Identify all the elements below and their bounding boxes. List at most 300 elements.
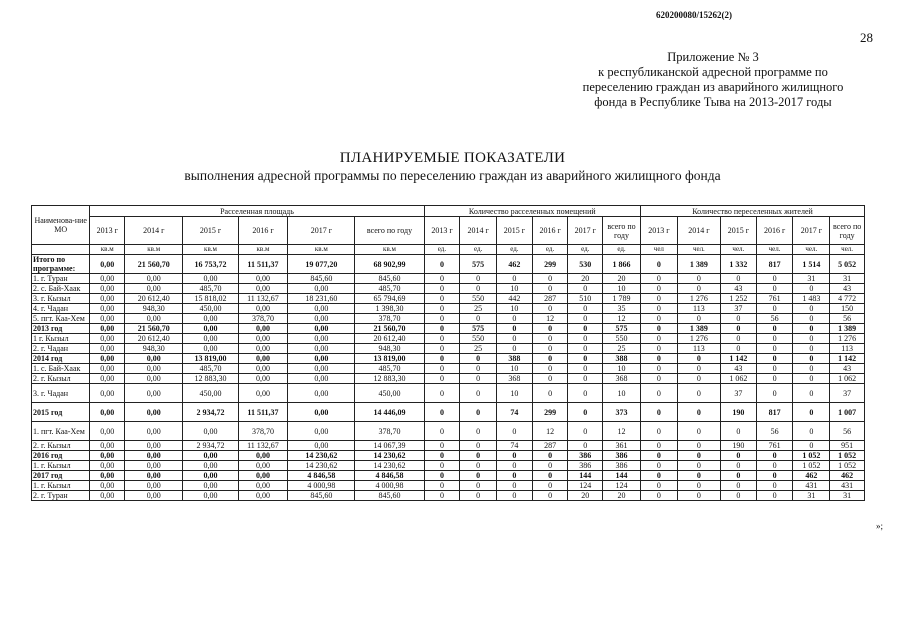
cell-c-2: 0 — [721, 324, 757, 334]
cell-b-4: 0 — [568, 284, 603, 294]
table-row — [32, 304, 865, 314]
cell-a-1: 0,00 — [125, 403, 183, 422]
cell-c-0: 0 — [640, 384, 677, 403]
cell-c-1: 0 — [677, 422, 720, 441]
cell-c-4: 0 — [793, 403, 830, 422]
row-name: 2. г. Кызыл — [32, 441, 90, 451]
cell-a-1: 948,30 — [125, 304, 183, 314]
cell-a-2: 0,00 — [183, 451, 238, 461]
cell-c-3: 0 — [756, 471, 793, 481]
cell-b-2: 462 — [497, 255, 533, 274]
cell-c-3: 761 — [756, 294, 793, 304]
cell-a-3: 378,70 — [238, 422, 288, 441]
cell-b-0: 0 — [424, 422, 460, 441]
cell-c-3: 0 — [756, 384, 793, 403]
cell-b-3: 287 — [532, 294, 568, 304]
cell-b-1: 0 — [460, 354, 497, 364]
cell-b-3: 0 — [532, 364, 568, 374]
cell-a-3: 0,00 — [238, 274, 288, 284]
cell-b-4: 0 — [568, 364, 603, 374]
cell-c-2: 0 — [721, 334, 757, 344]
cell-b-5: 1 789 — [603, 294, 641, 304]
row-name: 5. пгт. Каа-Хем — [32, 314, 90, 324]
cell-c-4: 1 052 — [793, 461, 830, 471]
row-name: 3. г. Чадан — [32, 384, 90, 403]
row-name: 2. с. Бай-Хаак — [32, 284, 90, 294]
year-header-b-0: 2013 г — [424, 217, 460, 245]
cell-c-1: 113 — [677, 344, 720, 354]
units-cell: кв.м — [125, 245, 183, 255]
cell-c-0: 0 — [640, 461, 677, 471]
units-cell: ед. — [424, 245, 460, 255]
cell-c-5: 1 052 — [830, 461, 865, 471]
cell-c-5: 1 276 — [830, 334, 865, 344]
cell-c-4: 0 — [793, 334, 830, 344]
cell-b-0: 0 — [424, 255, 460, 274]
cell-a-3: 11 511,37 — [238, 403, 288, 422]
row-name: 2. г. Туран — [32, 491, 90, 501]
cell-c-0: 0 — [640, 364, 677, 374]
cell-b-0: 0 — [424, 344, 460, 354]
cell-b-3: 299 — [532, 255, 568, 274]
cell-b-1: 0 — [460, 403, 497, 422]
units-cell: ед. — [532, 245, 568, 255]
cell-b-1: 0 — [460, 284, 497, 294]
cell-a-5: 4 846,58 — [355, 471, 424, 481]
cell-c-2: 1 252 — [721, 294, 757, 304]
cell-c-3: 0 — [756, 491, 793, 501]
year-header-a-4: 2017 г — [288, 217, 355, 245]
cell-c-3: 817 — [756, 403, 793, 422]
cell-a-1: 0,00 — [125, 284, 183, 294]
cell-a-2: 0,00 — [183, 461, 238, 471]
cell-c-1: 0 — [677, 403, 720, 422]
cell-a-3: 0,00 — [238, 491, 288, 501]
cell-b-5: 10 — [603, 384, 641, 403]
cell-a-5: 14 230,62 — [355, 461, 424, 471]
cell-a-2: 0,00 — [183, 491, 238, 501]
cell-b-5: 124 — [603, 481, 641, 491]
cell-a-0: 0,00 — [90, 403, 125, 422]
units-cell: кв.м — [183, 245, 238, 255]
row-name: 2015 год — [32, 403, 90, 422]
cell-b-3: 0 — [532, 461, 568, 471]
cell-b-5: 12 — [603, 314, 641, 324]
cell-b-3: 0 — [532, 481, 568, 491]
cell-a-0: 0,00 — [90, 334, 125, 344]
cell-a-1: 0,00 — [125, 274, 183, 284]
units-cell: чел. — [793, 245, 830, 255]
cell-a-4: 0,00 — [288, 384, 355, 403]
year-header-a-0: 2013 г — [90, 217, 125, 245]
cell-b-5: 144 — [603, 471, 641, 481]
cell-b-4: 0 — [568, 384, 603, 403]
cell-b-0: 0 — [424, 461, 460, 471]
cell-a-5: 378,70 — [355, 314, 424, 324]
cell-c-0: 0 — [640, 284, 677, 294]
cell-b-2: 74 — [497, 403, 533, 422]
appendix-line-4: фонда в Республике Тыва на 2013-2017 годы — [594, 95, 832, 109]
group-header-area: Расселенная площадь — [90, 206, 424, 217]
row-name: 1. г. Туран — [32, 274, 90, 284]
table-row — [32, 324, 865, 334]
cell-c-3: 0 — [756, 274, 793, 284]
row-name: 2013 год — [32, 324, 90, 334]
table-row — [32, 441, 865, 451]
cell-c-1: 1 276 — [677, 294, 720, 304]
cell-a-0: 0,00 — [90, 441, 125, 451]
cell-a-0: 0,00 — [90, 314, 125, 324]
cell-b-5: 20 — [603, 491, 641, 501]
cell-a-1: 0,00 — [125, 384, 183, 403]
cell-b-1: 0 — [460, 471, 497, 481]
cell-a-0: 0,00 — [90, 471, 125, 481]
cell-c-5: 31 — [830, 274, 865, 284]
cell-c-1: 0 — [677, 451, 720, 461]
cell-a-3: 0,00 — [238, 481, 288, 491]
cell-a-4: 14 230,62 — [288, 461, 355, 471]
cell-b-1: 0 — [460, 374, 497, 384]
cell-a-3: 11 511,37 — [238, 255, 288, 274]
appendix-line-1: Приложение № 3 — [667, 50, 759, 64]
table-row — [32, 255, 865, 274]
cell-c-0: 0 — [640, 255, 677, 274]
cell-c-2: 0 — [721, 344, 757, 354]
table-row — [32, 481, 865, 491]
cell-c-3: 0 — [756, 461, 793, 471]
table-row — [32, 384, 865, 403]
cell-a-0: 0,00 — [90, 344, 125, 354]
cell-a-5: 948,30 — [355, 344, 424, 354]
row-name: 2. г. Чадан — [32, 344, 90, 354]
cell-c-4: 0 — [793, 441, 830, 451]
page-title: ПЛАНИРУЕМЫЕ ПОКАЗАТЕЛИ — [339, 150, 566, 166]
cell-b-2: 74 — [497, 441, 533, 451]
cell-c-1: 0 — [677, 274, 720, 284]
cell-a-4: 0,00 — [288, 364, 355, 374]
appendix-line-2: к республиканской адресной программе по — [598, 65, 828, 79]
units-cell: чел. — [756, 245, 793, 255]
cell-a-4: 0,00 — [288, 403, 355, 422]
cell-c-1: 0 — [677, 374, 720, 384]
cell-c-2: 37 — [721, 304, 757, 314]
cell-b-0: 0 — [424, 354, 460, 364]
cell-a-2: 2 934,72 — [183, 441, 238, 451]
cell-a-1: 0,00 — [125, 471, 183, 481]
cell-a-1: 0,00 — [125, 461, 183, 471]
cell-b-0: 0 — [424, 374, 460, 384]
cell-c-0: 0 — [640, 471, 677, 481]
cell-a-3: 0,00 — [238, 384, 288, 403]
cell-a-5: 12 883,30 — [355, 374, 424, 384]
cell-a-3: 0,00 — [238, 324, 288, 334]
cell-c-3: 0 — [756, 364, 793, 374]
cell-c-3: 0 — [756, 324, 793, 334]
cell-c-2: 0 — [721, 481, 757, 491]
row-name: 1. с. Бай-Хаак — [32, 364, 90, 374]
appendix-line-3: переселению граждан из аварийного жилищного — [582, 80, 844, 94]
cell-a-3: 0,00 — [238, 374, 288, 384]
cell-c-4: 0 — [793, 374, 830, 384]
cell-a-5: 68 902,99 — [355, 255, 424, 274]
cell-c-5: 56 — [830, 422, 865, 441]
cell-a-4: 845,60 — [288, 491, 355, 501]
year-header-b-2: 2015 г — [497, 217, 533, 245]
cell-b-3: 0 — [532, 491, 568, 501]
cell-c-0: 0 — [640, 441, 677, 451]
table-row — [32, 284, 865, 294]
cell-b-4: 20 — [568, 491, 603, 501]
cell-a-3: 0,00 — [238, 461, 288, 471]
cell-a-2: 0,00 — [183, 324, 238, 334]
units-cell-empty — [32, 245, 90, 255]
cell-b-2: 10 — [497, 304, 533, 314]
year-header-c-2: 2015 г — [721, 217, 757, 245]
cell-b-2: 0 — [497, 314, 533, 324]
cell-a-4: 19 077,20 — [288, 255, 355, 274]
cell-b-4: 0 — [568, 304, 603, 314]
row-name: 4. г. Чадан — [32, 304, 90, 314]
cell-a-1: 0,00 — [125, 441, 183, 451]
cell-b-5: 386 — [603, 451, 641, 461]
cell-c-2: 37 — [721, 384, 757, 403]
cell-a-1: 20 612,40 — [125, 334, 183, 344]
row-name: 1 г. Кызыл — [32, 334, 90, 344]
cell-a-1: 0,00 — [125, 491, 183, 501]
cell-c-4: 0 — [793, 354, 830, 364]
cell-a-2: 450,00 — [183, 304, 238, 314]
table-row — [32, 451, 865, 461]
cell-c-1: 0 — [677, 461, 720, 471]
cell-c-2: 0 — [721, 471, 757, 481]
cell-c-5: 1 007 — [830, 403, 865, 422]
cell-b-2: 0 — [497, 481, 533, 491]
table-row — [32, 491, 865, 501]
cell-c-0: 0 — [640, 481, 677, 491]
units-cell: ед. — [603, 245, 641, 255]
cell-c-5: 37 — [830, 384, 865, 403]
cell-a-0: 0,00 — [90, 255, 125, 274]
cell-c-5: 462 — [830, 471, 865, 481]
cell-b-2: 0 — [497, 344, 533, 354]
cell-c-2: 43 — [721, 364, 757, 374]
cell-a-5: 485,70 — [355, 284, 424, 294]
cell-a-3: 0,00 — [238, 354, 288, 364]
cell-c-3: 56 — [756, 422, 793, 441]
cell-b-0: 0 — [424, 491, 460, 501]
units-cell: кв.м — [238, 245, 288, 255]
cell-b-2: 10 — [497, 384, 533, 403]
units-cell: ед. — [497, 245, 533, 255]
cell-a-5: 14 230,62 — [355, 451, 424, 461]
table-row — [32, 471, 865, 481]
cell-a-3: 378,70 — [238, 314, 288, 324]
cell-c-0: 0 — [640, 304, 677, 314]
cell-b-5: 20 — [603, 274, 641, 284]
cell-a-1: 0,00 — [125, 314, 183, 324]
cell-a-0: 0,00 — [90, 374, 125, 384]
year-header-b-3: 2016 г — [532, 217, 568, 245]
row-name: 1. г. Кызыл — [32, 461, 90, 471]
cell-c-3: 56 — [756, 314, 793, 324]
cell-c-1: 0 — [677, 384, 720, 403]
cell-c-3: 0 — [756, 354, 793, 364]
cell-b-2: 10 — [497, 284, 533, 294]
year-header-b-1: 2014 г — [460, 217, 497, 245]
cell-a-0: 0,00 — [90, 364, 125, 374]
cell-a-3: 11 132,67 — [238, 294, 288, 304]
units-cell: чел. — [677, 245, 720, 255]
cell-a-0: 0,00 — [90, 274, 125, 284]
row-name: 3. г. Кызыл — [32, 294, 90, 304]
cell-b-2: 368 — [497, 374, 533, 384]
cell-a-5: 20 612,40 — [355, 334, 424, 344]
cell-a-2: 0,00 — [183, 344, 238, 354]
row-name: 2017 год — [32, 471, 90, 481]
cell-a-1: 948,30 — [125, 344, 183, 354]
cell-b-1: 575 — [460, 255, 497, 274]
cell-b-4: 0 — [568, 374, 603, 384]
cell-b-3: 0 — [532, 304, 568, 314]
cell-c-2: 190 — [721, 441, 757, 451]
cell-a-4: 0,00 — [288, 441, 355, 451]
cell-c-3: 761 — [756, 441, 793, 451]
cell-a-5: 1 398,30 — [355, 304, 424, 314]
cell-b-3: 0 — [532, 354, 568, 364]
group-header-premises: Количество расселенных помещений — [424, 206, 640, 217]
cell-c-4: 0 — [793, 284, 830, 294]
cell-a-0: 0,00 — [90, 491, 125, 501]
year-header-a-3: 2016 г — [238, 217, 288, 245]
cell-a-2: 450,00 — [183, 384, 238, 403]
cell-b-3: 0 — [532, 284, 568, 294]
cell-b-5: 368 — [603, 374, 641, 384]
cell-c-0: 0 — [640, 324, 677, 334]
cell-c-5: 31 — [830, 491, 865, 501]
cell-a-4: 0,00 — [288, 354, 355, 364]
cell-c-1: 1 389 — [677, 324, 720, 334]
cell-b-3: 0 — [532, 334, 568, 344]
total-header-a: всего по году — [355, 217, 424, 245]
cell-a-2: 12 883,30 — [183, 374, 238, 384]
cell-a-4: 0,00 — [288, 374, 355, 384]
cell-a-2: 0,00 — [183, 471, 238, 481]
table-row — [32, 294, 865, 304]
cell-b-0: 0 — [424, 471, 460, 481]
cell-c-5: 56 — [830, 314, 865, 324]
cell-a-4: 14 230,62 — [288, 451, 355, 461]
cell-b-0: 0 — [424, 314, 460, 324]
cell-c-2: 0 — [721, 451, 757, 461]
cell-a-5: 378,70 — [355, 422, 424, 441]
cell-a-5: 14 446,09 — [355, 403, 424, 422]
cell-b-1: 550 — [460, 294, 497, 304]
cell-c-3: 0 — [756, 451, 793, 461]
cell-b-5: 386 — [603, 461, 641, 471]
cell-a-0: 0,00 — [90, 481, 125, 491]
cell-a-5: 13 819,00 — [355, 354, 424, 364]
cell-c-3: 0 — [756, 334, 793, 344]
year-header-c-4: 2017 г — [793, 217, 830, 245]
cell-b-0: 0 — [424, 384, 460, 403]
cell-a-3: 0,00 — [238, 304, 288, 314]
cell-c-5: 1 052 — [830, 451, 865, 461]
cell-b-1: 0 — [460, 481, 497, 491]
cell-a-4: 0,00 — [288, 304, 355, 314]
cell-b-4: 0 — [568, 403, 603, 422]
cell-b-4: 0 — [568, 314, 603, 324]
cell-b-0: 0 — [424, 294, 460, 304]
cell-c-4: 0 — [793, 344, 830, 354]
cell-a-5: 65 794,69 — [355, 294, 424, 304]
row-name: 2016 год — [32, 451, 90, 461]
cell-a-1: 21 560,70 — [125, 324, 183, 334]
row-name: 2014 год — [32, 354, 90, 364]
cell-a-2: 0,00 — [183, 422, 238, 441]
cell-a-2: 0,00 — [183, 481, 238, 491]
cell-c-4: 31 — [793, 491, 830, 501]
cell-c-0: 0 — [640, 491, 677, 501]
cell-c-4: 0 — [793, 384, 830, 403]
cell-a-3: 0,00 — [238, 364, 288, 374]
cell-a-4: 0,00 — [288, 344, 355, 354]
cell-b-1: 0 — [460, 451, 497, 461]
cell-b-5: 388 — [603, 354, 641, 364]
cell-b-3: 0 — [532, 451, 568, 461]
cell-b-5: 25 — [603, 344, 641, 354]
units-cell: ед. — [568, 245, 603, 255]
year-header-a-1: 2014 г — [125, 217, 183, 245]
cell-a-1: 0,00 — [125, 354, 183, 364]
cell-a-2: 13 819,00 — [183, 354, 238, 364]
cell-b-2: 0 — [497, 334, 533, 344]
cell-a-1: 20 612,40 — [125, 294, 183, 304]
cell-b-3: 12 — [532, 422, 568, 441]
table-row — [32, 461, 865, 471]
cell-b-3: 0 — [532, 344, 568, 354]
cell-c-4: 0 — [793, 314, 830, 324]
cell-b-4: 0 — [568, 441, 603, 451]
cell-b-4: 124 — [568, 481, 603, 491]
cell-c-5: 43 — [830, 284, 865, 294]
cell-a-2: 15 818,02 — [183, 294, 238, 304]
cell-b-1: 0 — [460, 384, 497, 403]
cell-a-5: 845,60 — [355, 274, 424, 284]
cell-b-2: 0 — [497, 422, 533, 441]
cell-a-0: 0,00 — [90, 354, 125, 364]
year-header-c-0: 2013 г — [640, 217, 677, 245]
cell-b-4: 0 — [568, 334, 603, 344]
cell-a-2: 16 753,72 — [183, 255, 238, 274]
table-row — [32, 374, 865, 384]
cell-c-0: 0 — [640, 294, 677, 304]
cell-b-1: 0 — [460, 364, 497, 374]
table-row — [32, 314, 865, 324]
cell-a-4: 18 231,60 — [288, 294, 355, 304]
cell-b-4: 386 — [568, 451, 603, 461]
cell-c-1: 0 — [677, 481, 720, 491]
cell-c-1: 1 389 — [677, 255, 720, 274]
cell-a-0: 0,00 — [90, 451, 125, 461]
cell-a-4: 0,00 — [288, 422, 355, 441]
cell-a-0: 0,00 — [90, 461, 125, 471]
cell-c-4: 1 483 — [793, 294, 830, 304]
cell-a-3: 0,00 — [238, 334, 288, 344]
cell-b-4: 0 — [568, 422, 603, 441]
cell-c-5: 113 — [830, 344, 865, 354]
cell-c-1: 1 276 — [677, 334, 720, 344]
cell-c-2: 0 — [721, 461, 757, 471]
